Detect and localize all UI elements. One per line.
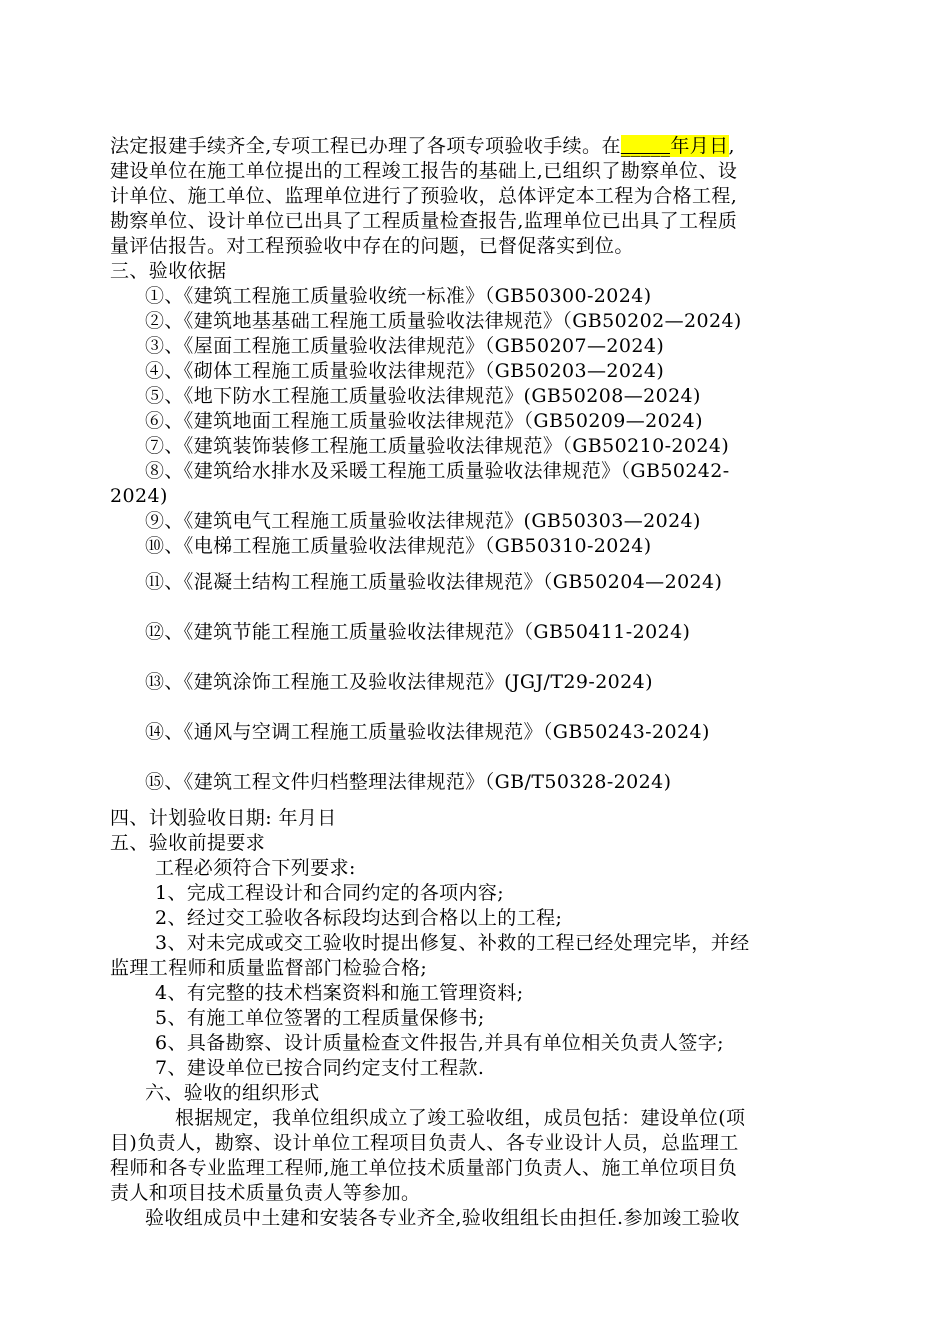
standard-item-7: ⑦、《建筑装饰装修工程施工质量验收法律规范》（GB50210-2024)	[145, 435, 730, 457]
section-5-heading: 五、验收前提要求	[110, 832, 266, 854]
requirement-3-wrap: 监理工程师和质量监督部门检验合格;	[110, 957, 428, 979]
standard-item-1: ①、《建筑工程施工质量验收统一标准》（GB50300-2024)	[145, 285, 652, 307]
requirement-1: 1、完成工程设计和合同约定的各项内容;	[155, 882, 505, 904]
intro-line-1-end: ,	[728, 135, 735, 157]
requirement-2: 2、经过交工验收各标段均达到合格以上的工程;	[155, 907, 563, 929]
standard-item-9: ⑨、《建筑电气工程施工质量验收法律规范》(GB50303—2024)	[145, 510, 701, 532]
requirement-6: 6、具备勘察、设计质量检查文件报告,并具有单位相关负责人签字;	[155, 1032, 724, 1054]
organization-line-2: 目)负责人，勘察、设计单位工程项目负责人、各专业设计人员，总监理工	[110, 1132, 739, 1154]
standard-item-8-wrap: 2024)	[110, 485, 168, 507]
intro-line-4: 勘察单位、设计单位已出具了工程质量检查报告,监理单位已出具了工程质	[110, 210, 738, 232]
standard-item-12: ⑫、《建筑节能工程施工质量验收法律规范》（GB50411-2024)	[145, 621, 691, 643]
requirement-3: 3、对未完成或交工验收时提出修复、补救的工程已经处理完毕，并经	[155, 932, 750, 954]
standard-item-10: ⑩、《电梯工程施工质量验收法律规范》（GB50310-2024)	[145, 535, 652, 557]
standard-item-15: ⑮、《建筑工程文件归档整理法律规范》（GB/T50328-2024)	[145, 771, 672, 793]
section-6-heading: 六、验收的组织形式	[145, 1082, 320, 1104]
requirement-7: 7、建设单位已按合同约定支付工程款.	[155, 1057, 485, 1079]
date-blank-highlight: _____	[620, 135, 671, 157]
organization-line-5: 验收组成员中土建和安装各专业齐全,验收组组长由担任.参加竣工验收	[145, 1207, 740, 1229]
intro-line-1	[110, 134, 735, 158]
standard-item-4: ④、《砌体工程施工质量验收法律规范》（GB50203—2024)	[145, 360, 665, 382]
standard-item-6: ⑥、《建筑地面工程施工质量验收法律规范》（GB50209—2024)	[145, 410, 703, 432]
organization-line-3: 程师和各专业监理工程师,施工单位技术质量部门负责人、施工单位项目负	[110, 1157, 738, 1179]
organization-line-1: 根据规定，我单位组织成立了竣工验收组，成员包括：建设单位(项	[175, 1107, 746, 1129]
requirement-5: 5、有施工单位签署的工程质量保修书;	[155, 1007, 485, 1029]
standard-item-5: ⑤、《地下防水工程施工质量验收法律规范》(GB50208—2024)	[145, 385, 701, 407]
standard-item-11: ⑪、《混凝土结构工程施工质量验收法律规范》（GB50204—2024)	[145, 571, 723, 593]
intro-line-3: 计单位、施工单位、监理单位进行了预验收，总体评定本工程为合格工程,	[110, 185, 738, 207]
standard-item-8: ⑧、《建筑给水排水及采暖工程施工质量验收法律规范》（GB50242-	[145, 460, 730, 482]
intro-line-2: 建设单位在施工单位提出的工程竣工报告的基础上,已组织了勘察单位、设	[110, 160, 738, 182]
intro-line-1-text: 法定报建手续齐全,专项工程已办理了各项专项验收手续。在	[110, 135, 621, 157]
section-4-heading: 四、计划验收日期: 年月日	[110, 807, 337, 829]
standard-item-2: ②、《建筑地基基础工程施工质量验收法律规范》（GB50202—2024)	[145, 310, 742, 332]
standard-item-14: ⑭、《通风与空调工程施工质量验收法律规范》（GB50243-2024)	[145, 721, 710, 743]
requirement-4: 4、有完整的技术档案资料和施工管理资料;	[155, 982, 524, 1004]
organization-line-4: 责人和项目技术质量负责人等参加。	[110, 1182, 421, 1204]
section-3-heading: 三、验收依据	[110, 260, 227, 282]
standard-item-13: ⑬、《建筑涂饰工程施工及验收法律规范》(JGJ/T29-2024)	[145, 671, 653, 693]
date-highlight: 年月日	[670, 135, 729, 157]
intro-line-5: 量评估报告。对工程预验收中存在的问题，已督促落实到位。	[110, 235, 634, 257]
requirements-intro: 工程必须符合下列要求:	[155, 857, 356, 879]
standard-item-3: ③、《屋面工程施工质量验收法律规范》（GB50207—2024)	[145, 335, 665, 357]
